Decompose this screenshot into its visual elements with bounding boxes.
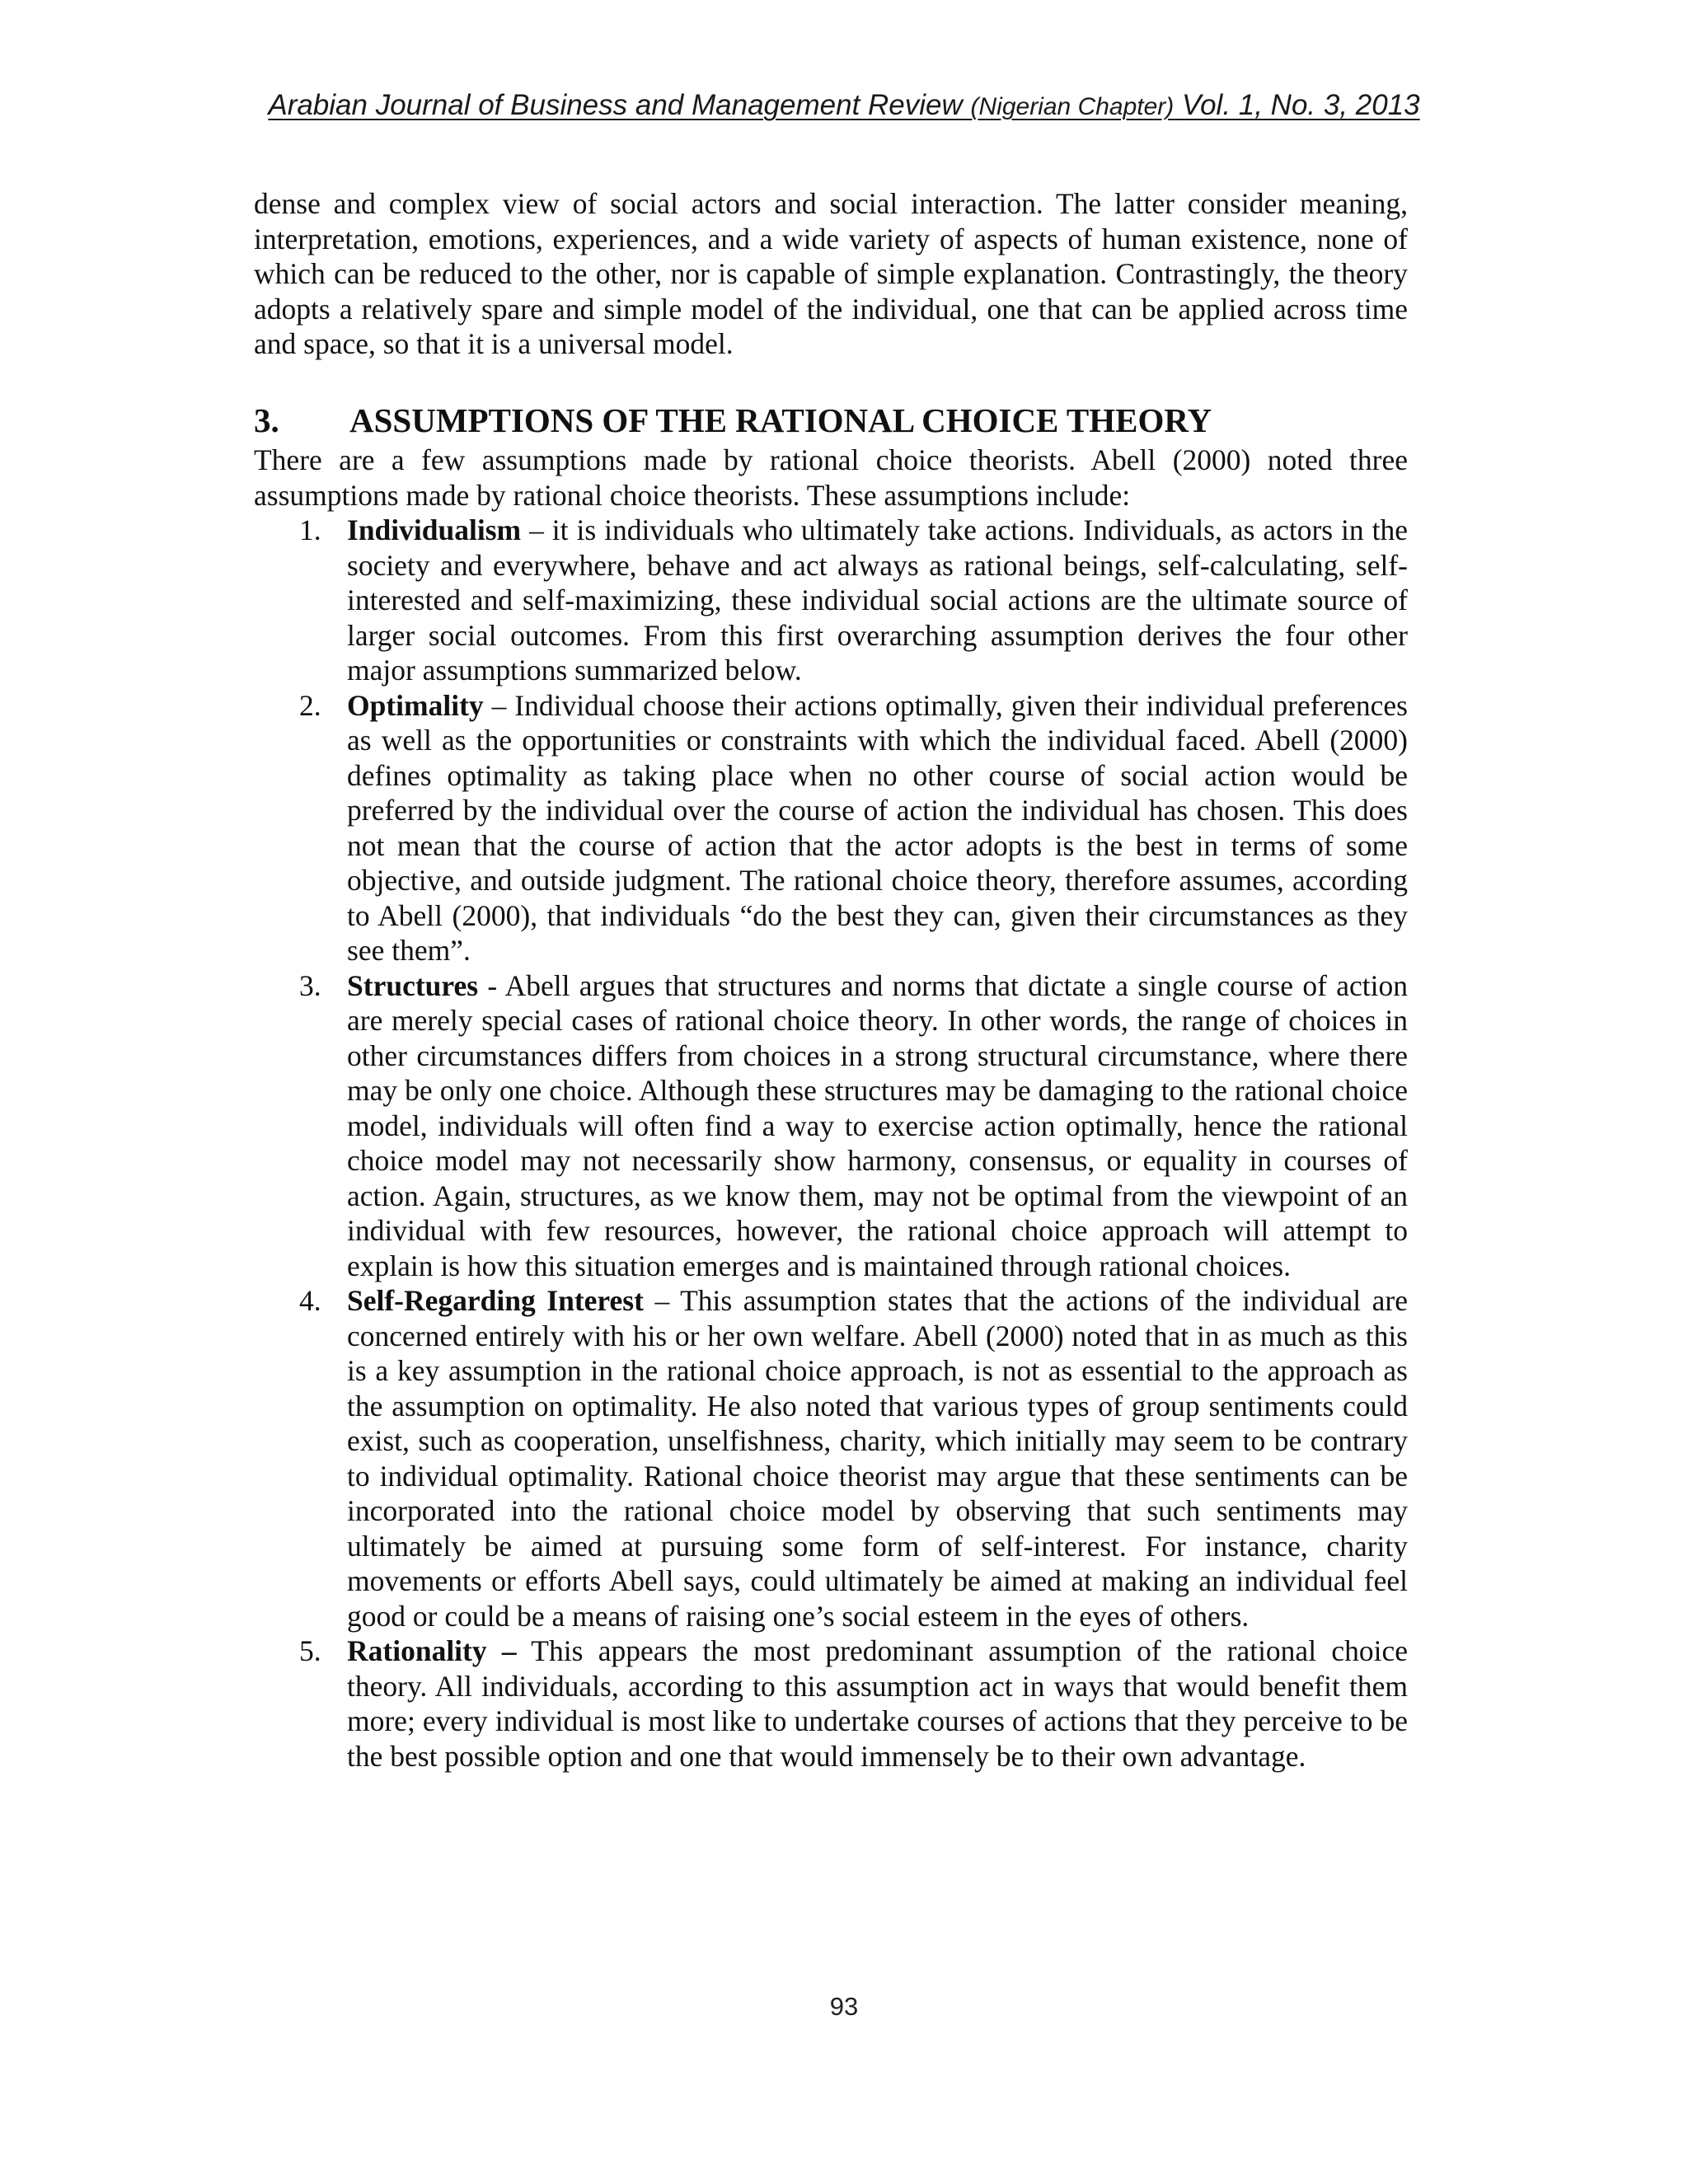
running-header (0, 89, 1688, 122)
item-number: 1. (299, 513, 321, 546)
section-lead-paragraph: There are a few assumptions made by rational choice theorists. Abell (2000) noted three assumptions made by rational choice theorists. These assumptions include: (254, 443, 1408, 512)
item-term: Individualism (347, 513, 522, 546)
item-term: Structures (347, 968, 479, 1002)
assumption-item (254, 513, 1408, 688)
section-number: 3. (254, 401, 279, 439)
assumption-item (254, 1283, 1408, 1633)
item-term: Optimality (347, 688, 484, 722)
item-text: – Individual choose their actions optimally, given their individual preferences as well as the opportunities or constraints with which the individual faced. Abell (2000) defines optimality as taking place when no other course of social action would be preferred by the individual over the course of action the individual has chosen. This does not mean that the course of action that the actor adopts is the best in terms of some objective, and outside judgment. The rational choice theory, therefore assumes, according to Abell (2000), that individuals “do the best they can, given their circumstances as they see them”. (347, 688, 1408, 967)
item-number: 3. (299, 968, 321, 1002)
item-text: – This assumption states that the actions of the individual are concerned entirely with his or her own welfare. Abell (2000) noted that in as much as this is a key assumption in the rational choice approach, is not as essential to the approach as the assumption on optimality. He also noted that various types of group sentiments could exist, such as cooperation, unselfishness, charity, which initially may seem to be contrary to individual optimality. Rational choice theorist may argue that these sentiments can be incorporated into the rational choice model by observing that such sentiments may ultimately be aimed at pursuing some form of self-interest. For instance, charity movements or efforts Abell says, could ultimately be aimed at making an individual feel good or could be a means of raising one’s social esteem in the eyes of others. (347, 1284, 1408, 1633)
item-text: - Abell argues that structures and norms that dictate a single course of action are merely special cases of rational choice theory. In other words, the range of choices in other circumstances differs from choices in a strong structural circumstance, where there may be only one choice. Although these structures may be damaging to the rational choice model, individuals will often find a way to exercise action optimally, hence the rational choice model may not necessarily show harmony, consensus, or equality in courses of action. Again, structures, as we know them, may not be optimal from the viewpoint of an individual with few resources, however, the rational choice approach will attempt to explain is how this situation emerges and is maintained through rational choices. (347, 968, 1408, 1282)
item-text: This appears the most predominant assumption of the rational choice theory. All individuals, according to this assumption act in ways that would benefit them more; every individual is most like to undertake courses of actions that they perceive to be the best possible option and one that would immensely be to their own advantage. (347, 1634, 1408, 1773)
assumption-item (254, 968, 1408, 1284)
journal-chapter: (Nigerian Chapter) (970, 93, 1175, 120)
journal-title: Arabian Journal of Business and Management Review (268, 89, 963, 121)
section-heading (254, 399, 1408, 442)
item-number: 5. (299, 1634, 321, 1667)
journal-volume: Vol. 1, No. 3, 2013 (1182, 89, 1420, 121)
intro-paragraph: dense and complex view of social actors and social interaction. The latter consider meaning, interpretation, emotions, experiences, and a wide variety of aspects of human existence, none of which can be reduced to the other, nor is capable of simple explanation. Contrastingly, the theory adopts a relatively spare and simple model of the individual, one that can be applied across time and space, so that it is a universal model. (254, 187, 1408, 360)
item-number: 2. (299, 688, 321, 722)
item-number: 4. (299, 1284, 321, 1317)
item-term: Rationality – (347, 1634, 517, 1667)
page-number: 93 (829, 1992, 859, 2021)
assumption-list (254, 513, 1408, 1774)
section-title: ASSUMPTIONS OF THE RATIONAL CHOICE THEORY (349, 401, 1212, 439)
assumption-item (254, 1633, 1408, 1774)
item-text: – it is individuals who ultimately take actions. Individuals, as actors in the society and everywhere, behave and act always as rational beings, self-calculating, self-interested and self-maximizing, these individual social actions are the ultimate source of larger social outcomes. From this first overarching assumption derives the four other major assumptions summarized below. (347, 513, 1408, 687)
assumption-item (254, 688, 1408, 968)
item-term: Self-Regarding Interest (347, 1284, 644, 1317)
